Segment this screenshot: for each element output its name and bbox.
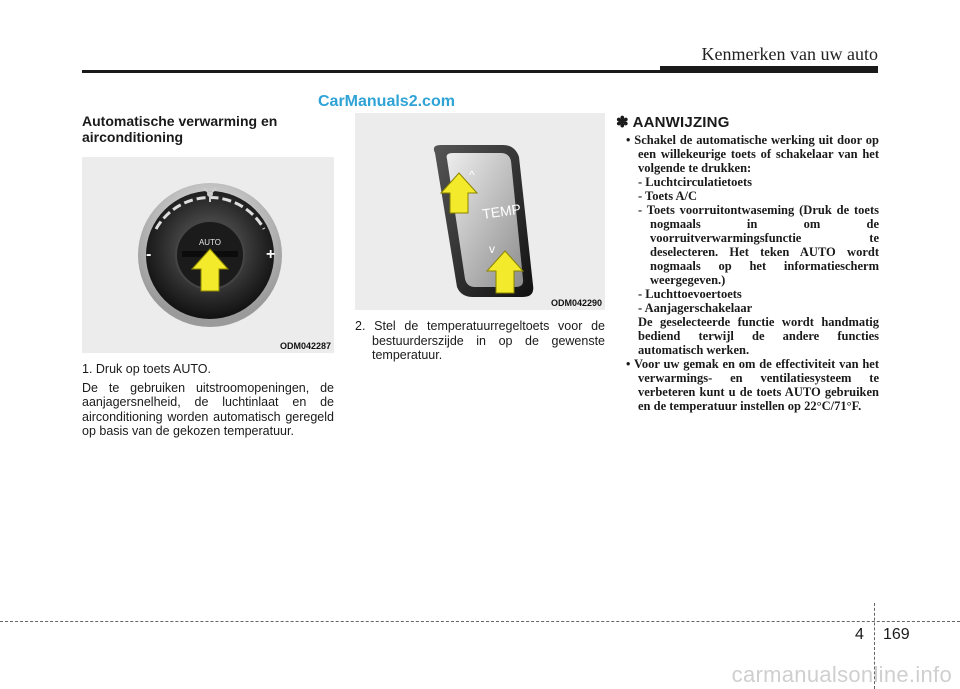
note-item-ac: - Toets A/C: [638, 189, 698, 203]
column-3: [616, 113, 879, 413]
column-1: [82, 113, 334, 439]
watermark-bottom[interactable]: carmanualsonline.info: [731, 662, 952, 687]
figure-code: ODM042290: [550, 298, 602, 308]
note-title: ✽ AANWIJZING: [616, 114, 730, 131]
header-tab: [660, 66, 878, 73]
step-1-detail: De te gebruiken uitstroomopeningen, de aanjagersnelheid, de luchtinlaat en de airconditioning worden automatisch geregeld op basis van de gekozen temperatuur.: [82, 380, 334, 438]
dial-minus-label: -: [146, 246, 152, 263]
column-2: [355, 113, 605, 363]
note-bullet-2: • Voor uw gemak en om de effectiviteit van het verwarmings- en ventilatiesysteem te verbeteren kunt u de toets AUTO gebruiken en de temperatuur instellen op 22°C/71°F.: [626, 357, 879, 413]
note-item-fan: - Aanjagerschakelaar: [638, 301, 753, 315]
chapter-number: 4: [855, 626, 864, 643]
auto-dial-figure: [82, 157, 334, 353]
watermark-top[interactable]: CarManuals2.com: [318, 93, 455, 110]
temp-switch-illustration: [355, 113, 605, 310]
note-item-recirculation: - Luchtcirculatietoets: [638, 175, 752, 189]
section-title: [82, 113, 334, 145]
temp-switch-figure: [355, 113, 605, 310]
section-title-line1: Automatische verwarming en: [82, 113, 278, 129]
figure-code: ODM042287: [279, 341, 331, 351]
temp-label: TEMP: [481, 200, 522, 222]
temp-down-mark: v: [489, 242, 495, 256]
auto-button-label: AUTO: [198, 238, 222, 247]
note-body: [616, 133, 879, 413]
section-title-line2: airconditioning: [82, 129, 184, 145]
header-title: Kenmerken van uw auto: [701, 44, 878, 64]
footer-divider: [0, 621, 960, 622]
auto-dial-illustration: [82, 157, 334, 353]
step-2: 2. Stel de temperatuurregeltoets voor de bestuurderszijde in op de gewenste temperatuur.: [355, 319, 605, 362]
step-1: 1. Druk op toets AUTO.: [82, 362, 211, 376]
note-item-defrost: - Toets voorruitontwaseming (Druk de toets nogmaals in om de voorruitverwarmingsfunctie te deselecteren. Het teken AUTO wordt nogmaals op het informatiescherm weergegeven.): [638, 203, 879, 287]
note-bullet-1: • Schakel de automatische werking uit door op een willekeurige toets of schakelaar van het volgende te drukken:: [626, 133, 879, 175]
note-item-air-supply: - Luchttoevoertoets: [638, 287, 742, 301]
page-number: 169: [883, 626, 910, 643]
temp-up-mark: ^: [469, 168, 475, 182]
dial-plus-label: +: [266, 246, 276, 263]
note-paragraph: De geselecteerde functie wordt handmatig bediend terwijl de andere functies automatisch werken.: [638, 315, 879, 357]
